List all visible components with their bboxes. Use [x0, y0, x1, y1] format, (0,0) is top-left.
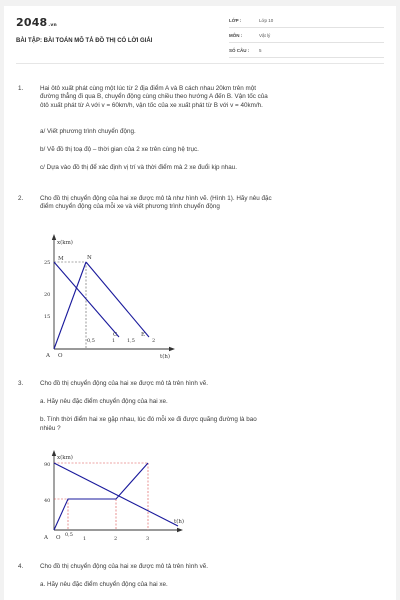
document-page: [4, 6, 396, 600]
x-axis-arrow: [177, 528, 183, 532]
motion-line-M-C: [54, 262, 119, 337]
y-tick-label: 90: [44, 462, 51, 468]
motion-line-A-N: [54, 262, 86, 349]
motion-line-car-2: [54, 463, 148, 530]
header-divider: [16, 63, 384, 64]
question-line: Cho đồ thị chuyển động của hai xe được mô tả như hình vẽ. (Hình 1). Hãy nêu đặc: [40, 195, 272, 202]
y-tick-label: 20: [44, 292, 51, 298]
x-tick-label: 1: [112, 338, 116, 344]
logo-text: 2048: [16, 16, 48, 29]
y-tick-label: 25: [44, 260, 51, 266]
x-tick-label: 0,5: [65, 532, 73, 538]
question-line: điểm chuyển động của mỗi xe và viết phương trình chuyển động: [40, 203, 220, 211]
sub-question: nhiêu ?: [40, 425, 61, 432]
meta-value: Vật lý: [259, 33, 271, 38]
question-number: 2.: [18, 195, 24, 202]
page-title: BÀI TẬP: BÀI TOÁN MÔ TẢ ĐỒ THỊ CÓ LỜI GIẢI: [16, 38, 153, 44]
question-text: [40, 195, 362, 212]
sub-question: c/ Dựa vào đồ thị để xác định vị trí và thời điểm mà 2 xe đuổi kịp nhau.: [40, 164, 238, 171]
question-text: [40, 85, 362, 110]
x-tick-label: 2: [152, 338, 156, 344]
x-tick-label: 2: [114, 536, 118, 542]
meta-label: LỚP :: [229, 18, 242, 23]
question-text: [40, 563, 362, 571]
x-tick-label: 3: [146, 536, 150, 542]
meta-info: [229, 15, 384, 60]
question-number: 3.: [18, 380, 24, 387]
question-number: 1.: [18, 85, 24, 92]
x-axis-label: t(h): [160, 354, 171, 360]
site-logo[interactable]: [16, 16, 57, 29]
y-tick-label: 40: [44, 498, 51, 504]
logo-suffix: .vn: [48, 23, 57, 28]
x-axis-arrow: [169, 347, 175, 351]
point-label: C: [113, 332, 118, 338]
meta-value: Lớp 10: [259, 18, 274, 23]
y-axis-arrow: [52, 234, 56, 240]
point-label: N: [87, 255, 92, 261]
question-text: [40, 380, 362, 388]
meta-row-subject: [229, 30, 384, 43]
meta-row-count: [229, 45, 384, 58]
origin-label-O: O: [56, 535, 61, 541]
question-line: ôtô xuất phát từ A với v = 60km/h, vận tốc của xe xuất phát từ B với v = 40km/h.: [40, 101, 263, 109]
sub-question: a. Hãy nêu đặc điểm chuyển động của hai xe.: [40, 581, 168, 588]
meta-row-class: [229, 15, 384, 28]
meta-label: SỐ CÂU :: [229, 48, 250, 53]
question-line: Hai ôtô xuất phát cùng một lúc từ 2 địa điểm A và B cách nhau 20km trên một: [40, 85, 256, 92]
sub-question: a/ Viết phương trình chuyển động.: [40, 128, 136, 135]
question-line: Cho đồ thị chuyển động của hai xe được mô tả trên hình vẽ.: [40, 563, 208, 570]
point-label: E: [141, 332, 146, 338]
origin-label-A: A: [46, 353, 50, 359]
meta-value: 5: [259, 48, 262, 53]
sub-question: a. Hãy nêu đặc điểm chuyển động của hai xe.: [40, 398, 168, 405]
graph-figure-1: [34, 232, 184, 362]
point-label: M: [58, 256, 64, 262]
x-tick-label: 1,5: [127, 338, 135, 344]
sub-question: b/ Vẽ đồ thị toạ độ – thời gian của 2 xe trên cùng hệ trục.: [40, 146, 199, 153]
x-tick-label: 1: [83, 536, 87, 542]
y-tick-label: 15: [44, 314, 51, 320]
y-axis-label: x(km): [57, 240, 73, 246]
document-header: [4, 6, 396, 60]
sub-question: b. Tính thời điểm hai xe gặp nhau, lúc đó mỗi xe đi được quãng đường là bao: [40, 416, 257, 423]
question-number: 4.: [18, 563, 24, 570]
motion-line-N-E: [86, 262, 149, 337]
question-line: Cho đồ thị chuyển động của hai xe được mô tả trên hình vẽ.: [40, 380, 208, 387]
x-tick-label: 0,5: [87, 338, 95, 344]
y-axis-label: x(km): [57, 455, 73, 461]
x-axis-label: t(h): [174, 519, 185, 525]
origin-label-O: O: [58, 353, 63, 359]
meta-label: MÔN :: [229, 33, 243, 38]
graph-figure-2: [32, 448, 192, 543]
y-axis-arrow: [52, 450, 56, 456]
origin-label-A: A: [44, 535, 48, 541]
question-line: đường thẳng đi qua B, chuyển động cùng chiều theo hướng A đến B. Vận tốc của: [40, 93, 268, 101]
